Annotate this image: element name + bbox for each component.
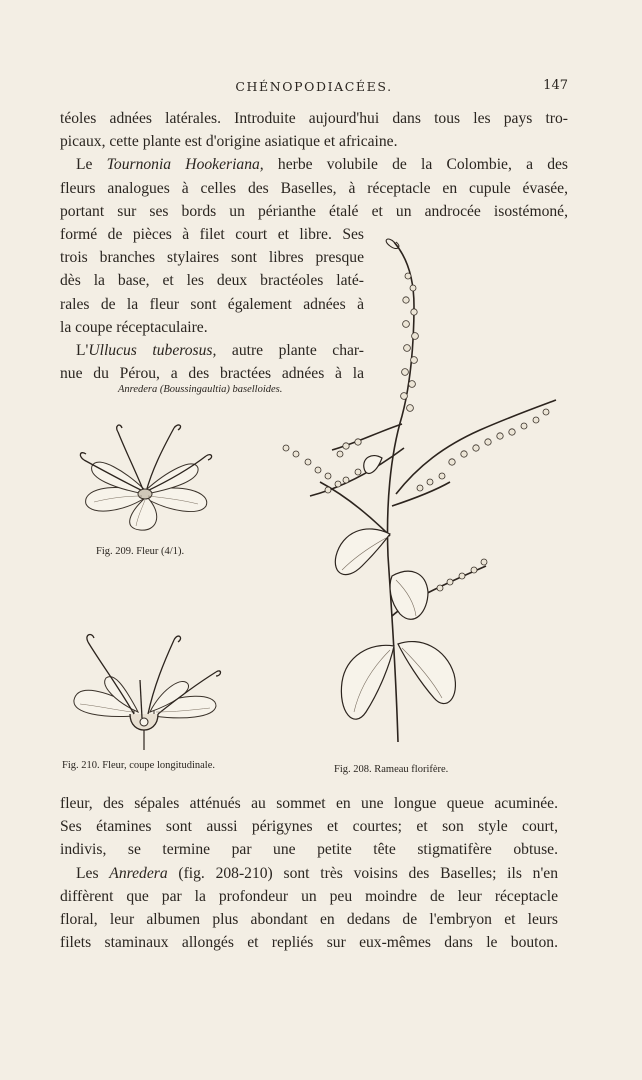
- fig-209-flower-illustration: [70, 412, 220, 537]
- text-line: trois branches stylaires sont libres presque: [60, 249, 364, 267]
- tournonia-first-line: [60, 153, 568, 176]
- text-line: fleurs analogues à celles des Baselles, à réceptacle en cupule évasée,: [60, 179, 568, 197]
- text-line: téoles adnées latérales. Introduite aujourd'hui dans tous les pays tro-: [60, 110, 568, 127]
- text-line: Ses étamines sont aussi périgynes et courtes; et son style court,: [60, 818, 558, 836]
- fig-210-flower-section-illustration: [64, 626, 234, 756]
- text-line: dès la base, et les deux bractéoles laté-: [60, 272, 364, 290]
- text-line: nue du Pérou, a des bractées adnées à la: [60, 365, 364, 383]
- text-line: fleur, des sépales atténués au sommet en une longue queue acuminée.: [60, 795, 558, 812]
- anredera-first-line: [60, 862, 558, 885]
- text-fragment: autre plante char-: [216, 342, 364, 360]
- plant-caption: Anredera (Boussingaultia) baselloides.: [118, 384, 283, 395]
- species-name: Tournonia Hookeriana,: [106, 156, 264, 174]
- page-number: 147: [543, 78, 568, 93]
- fig-210-caption: Fig. 210. Fleur, coupe longitudinale.: [62, 760, 215, 771]
- running-title: CHÉNOPODIACÉES.: [235, 79, 393, 94]
- species-name: Anredera: [109, 864, 168, 882]
- text-fragment: (fig. 208-210) sont très voisins des Baselles; ils n'en: [167, 864, 558, 882]
- text-line: formé de pièces à filet court et libre. Ses: [60, 226, 364, 243]
- text-line: indivis, se termine par une petite tête stigmatifère obtuse.: [60, 841, 558, 859]
- text-block-bottom: [60, 792, 558, 954]
- text-line: picaux, cette plante est d'origine asiatique et africaine.: [60, 133, 398, 151]
- text-fragment: L': [76, 342, 89, 360]
- text-fragment: Le: [76, 156, 107, 174]
- text-line: rales de la fleur sont également adnées à: [60, 295, 364, 313]
- text-line: portant sur ses bords un périanthe étalé et un androcée isostémoné,: [60, 202, 568, 220]
- text-line: diffèrent que par la profondeur un peu moindre de leur réceptacle: [60, 887, 558, 905]
- text-line: la coupe réceptaculaire.: [60, 318, 208, 336]
- fig-208-caption: Fig. 208. Rameau florifère.: [334, 764, 449, 775]
- page-header: [60, 76, 568, 98]
- fig-208-flowering-branch-illustration: [250, 236, 562, 756]
- species-name: Ullucus tuberosus,: [88, 342, 217, 360]
- text-fragment: herbe volubile de la Colombie, a des: [263, 156, 568, 174]
- fig-209-caption: Fig. 209. Fleur (4/1).: [96, 546, 185, 557]
- text-fragment: Les: [76, 864, 110, 882]
- text-line: filets staminaux allongés et repliés sur eux-mêmes dans le bouton.: [60, 934, 558, 952]
- text-line: floral, leur albumen plus abondant en dedans de l'embryon et leurs: [60, 911, 558, 929]
- text-block-top: [60, 107, 568, 223]
